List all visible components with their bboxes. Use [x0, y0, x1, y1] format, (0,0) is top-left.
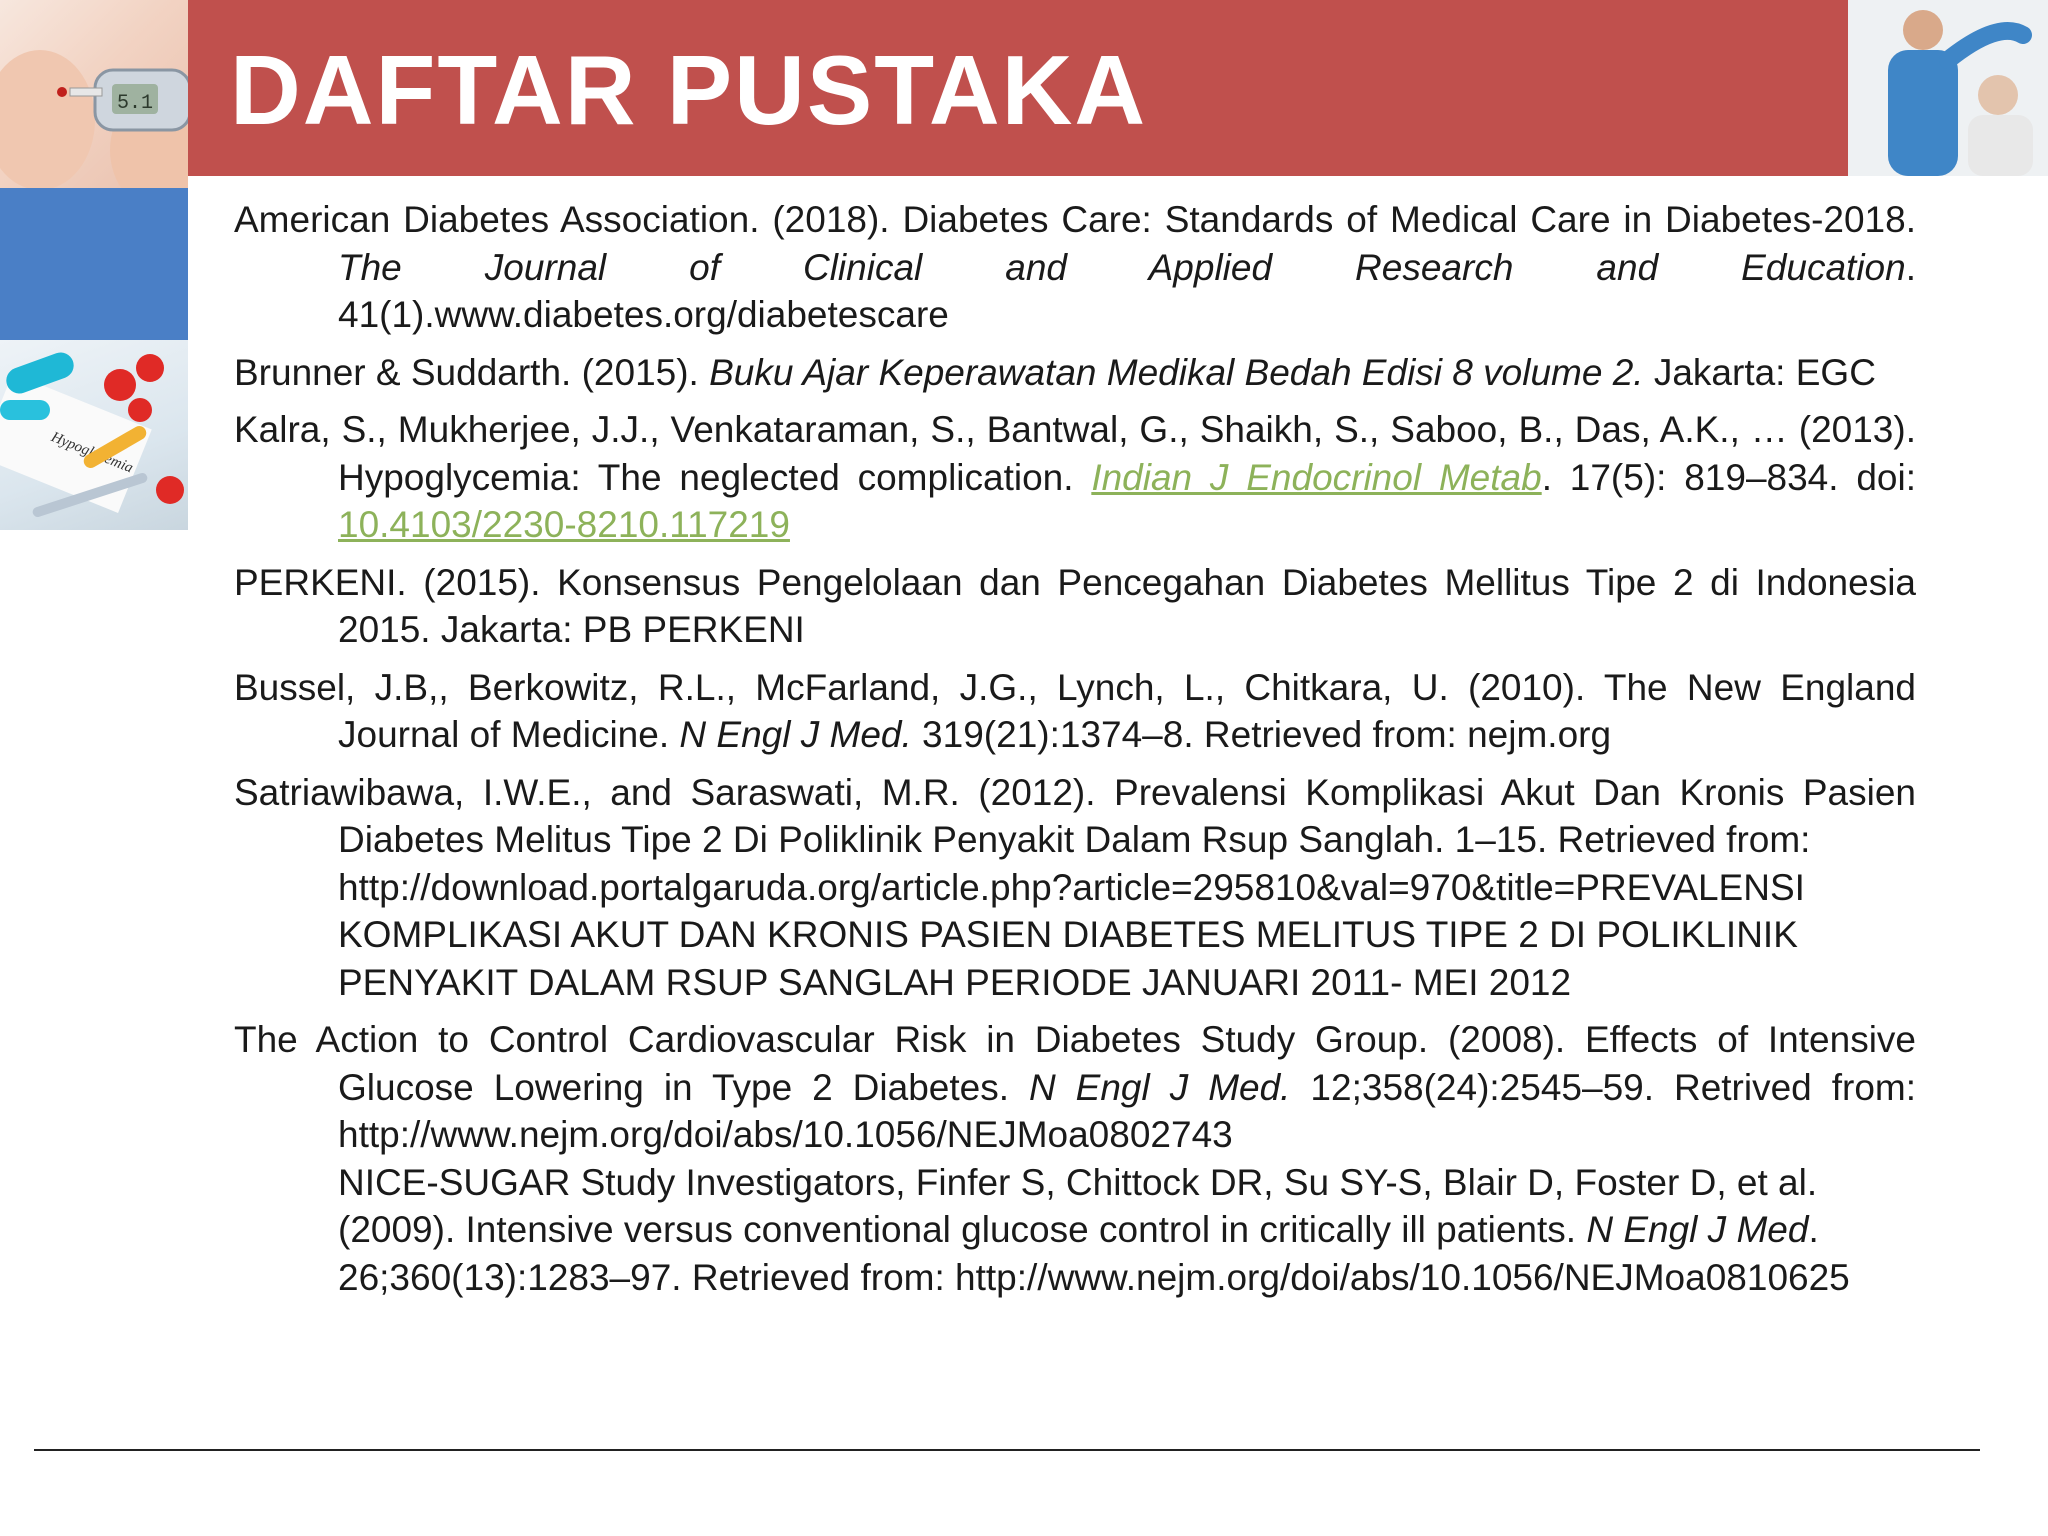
reference-item: Kalra, S., Mukherjee, J.J., Venkataraman, S., Bantwal, G., Shaikh, S., Saboo, B., Das, A.K., … (2013). Hypoglycemia: The neglected complication. Indian J Endocrinol Metab. 17(5): 819–834. doi: 10.4103/2230-8210.117219	[234, 409, 1916, 545]
doi-link[interactable]: 10.4103/2230-8210.117219	[338, 504, 790, 545]
reference-item: Satriawibawa, I.W.E., and Saraswati, M.R. (2012). Prevalensi Komplikasi Akut Dan Kronis Pasien Diabetes Melitus Tipe 2 Di Poliklinik Penyakit Dalam Rsup Sanglah. 1–15. Retrieved from:	[234, 771, 1916, 860]
hypoglycemia-pills-photo	[0, 340, 188, 530]
glucometer-photo	[0, 0, 188, 188]
reference-item: PERKENI. (2015). Konsensus Pengelolaan dan Pencegahan Diabetes Mellitus Tipe 2 di Indonesia 2015. Jakarta: PB PERKENI	[234, 561, 1916, 650]
bottom-divider	[34, 1449, 1980, 1451]
journal-link[interactable]: Indian J Endocrinol Metab	[1091, 456, 1542, 498]
page-title: DAFTAR PUSTAKA	[230, 35, 1148, 145]
reference-url: http://download.portalgaruda.org/article.php?article=295810&val=970&title=PREVALENSI KOMPLIKASI AKUT DAN KRONIS PASIEN DIABETES MELITUS TIPE 2 DI POLIKLINIK PENYAKIT DALAM RSUP SANGLAH PERIODE JANUARI 2011- MEI 2012	[338, 866, 1805, 1003]
physiotherapy-photo	[1848, 0, 2048, 176]
glucometer-icon	[0, 0, 188, 188]
reference-item: The Action to Control Cardiovascular Risk in Diabetes Study Group. (2008). Effects of Intensive Glucose Lowering in Type 2 Diabetes. N Engl J Med. 12;358(24):2545–59. Retrived from: http://www.nejm.org/doi/abs/10.1056/NEJMoa0802743	[234, 1019, 1917, 1155]
reference-item: Bussel, J.B,, Berkowitz, R.L., McFarland, J.G., Lynch, L., Chitkara, U. (2010). The New England Journal of Medicine. N Engl J Med. 319(21):1374–8. Retrieved from: nejm.org	[234, 666, 1916, 755]
therapist-icon	[1848, 0, 2048, 176]
reference-list	[234, 196, 1916, 1311]
reference-item: American Diabetes Association. (2018). Diabetes Care: Standards of Medical Care in Diabetes-2018. The Journal of Clinical and Applied Research and Education. 41(1).www.diabetes.org/diabetescare	[234, 199, 1916, 335]
pills-icon	[0, 340, 188, 530]
reference-item: Brunner & Suddarth. (2015). Buku Ajar Keperawatan Medikal Bedah Edisi 8 volume 2. Jakarta: EGC	[234, 351, 1876, 393]
left-blue-block	[0, 188, 188, 340]
meter-display: 5.1	[116, 92, 154, 115]
reference-item: NICE-SUGAR Study Investigators, Finfer S, Chittock DR, Su SY-S, Blair D, Foster D, et al. (2009). Intensive versus conventional glucose control in critically ill patients. N Engl J Med. 26;360(13):1283–97. Retrieved from: http://www.nejm.org/doi/abs/10.1056/NEJMoa0810625	[338, 1161, 1850, 1298]
